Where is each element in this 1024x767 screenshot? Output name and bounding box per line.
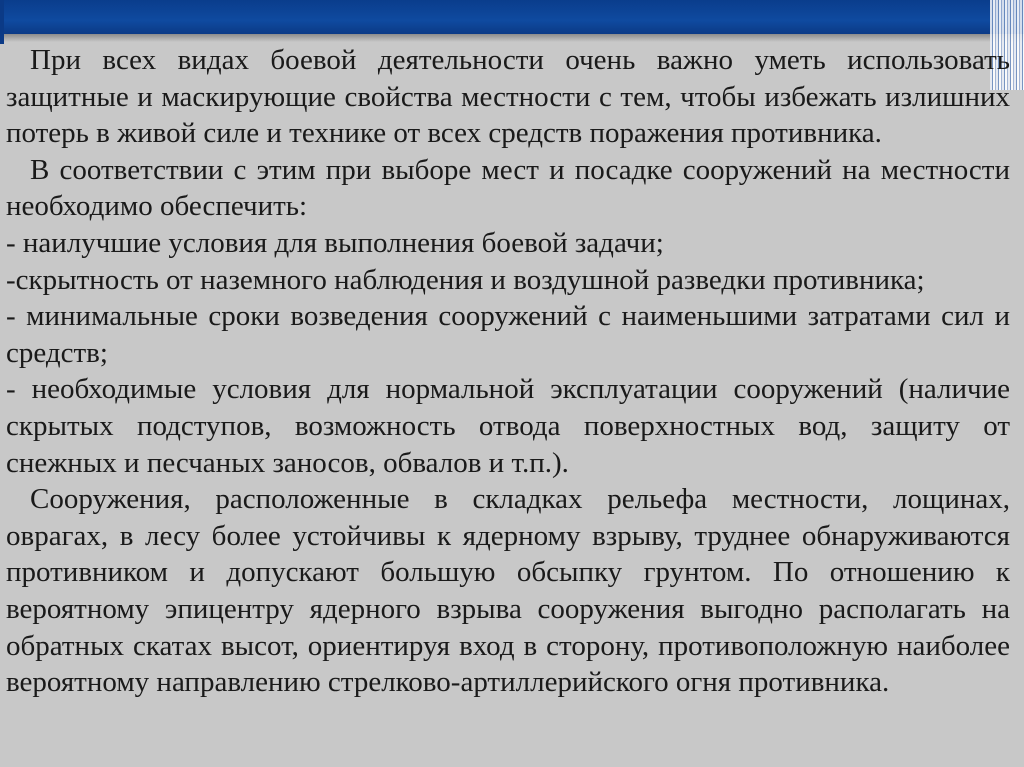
- paragraph-structures: Сооружения, расположенные в складках рельефа местности, лощинах, оврагах, в лесу более устойчивы к ядерному взрыву, труднее обнаруживаются противником и допускают большую обсыпку грунтом. По отношению к вероятному эпицентру ядерного взрыва сооружения выгодно располагать на обратных скатах высот, ориентируя вход в сторону, противоположную наиболее вероятному направлению стрелково-артиллерийского огня противника.: [6, 483, 1010, 699]
- paragraph-requirements: В соответствии с этим при выборе мест и посадке сооружений на местности необходимо обеспечить:: [6, 153, 1010, 223]
- list-item: - необходимые условия для нормальной эксплуатации сооружений (наличие скрытых подступов, возможность отвода поверхностных вод, защиту от снежных и песчаных заносов, обвалов и т.п.).: [6, 373, 1010, 479]
- slide-body: [6, 42, 1010, 701]
- left-accent: [0, 0, 4, 44]
- paragraph-intro: При всех видах боевой деятельности очень важно уметь использовать защитные и маскирующие свойства местности с тем, чтобы избежать излишних потерь в живой силе и технике от всех средств поражения противника.: [6, 44, 1010, 150]
- list-item: - минимальные сроки возведения сооружений с наименьшими затратами сил и средств;: [6, 300, 1010, 369]
- header-shadow: [0, 34, 1024, 42]
- list-item: - наилучшие условия для выполнения боевой задачи;: [6, 226, 664, 259]
- slide-header-bar: [0, 0, 1024, 34]
- list-item: -скрытность от наземного наблюдения и воздушной разведки противника;: [6, 263, 925, 296]
